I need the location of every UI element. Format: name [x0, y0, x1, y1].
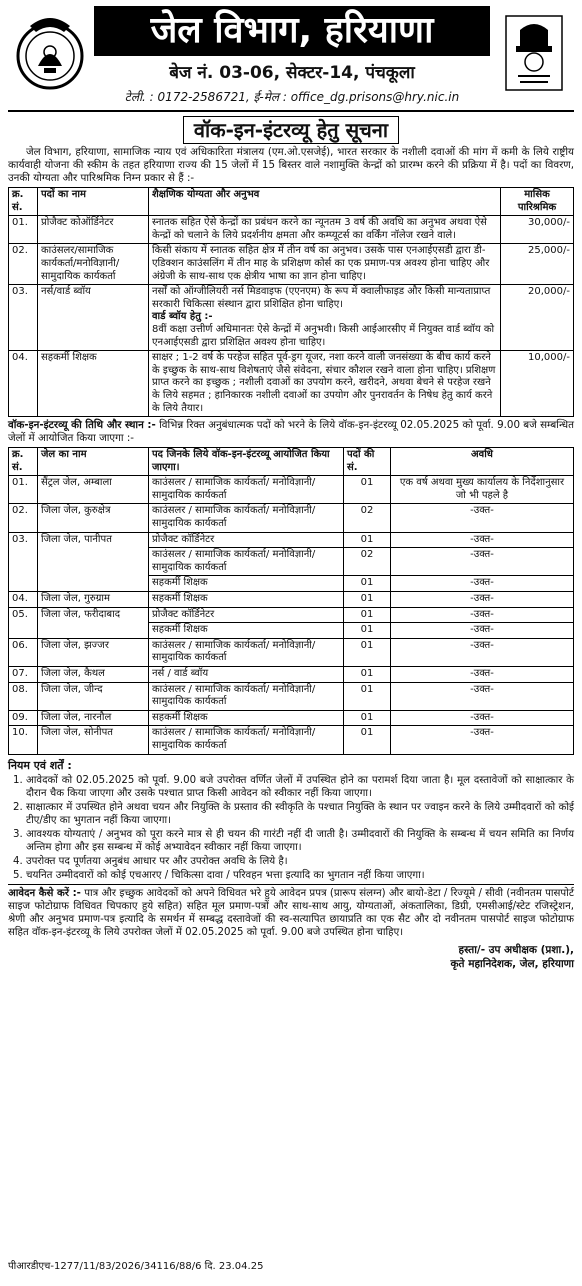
row-serial: 01.	[9, 476, 38, 504]
table-row	[9, 667, 574, 683]
row-jail: सैंट्रल जेल, अम्बाला	[38, 476, 149, 504]
row-period: -उक्त-	[391, 504, 574, 532]
haryana-emblem-icon	[14, 12, 86, 94]
department-address: बेज नं. 03-06, सेक्टर-14, पंचकूला	[169, 63, 415, 83]
signature-line-1: हस्ता/- उप अधीक्षक (प्रशा.),	[458, 943, 574, 956]
row-posts: सहकर्मी शिक्षक	[149, 710, 344, 726]
row-period: -उक्त-	[391, 592, 574, 608]
row-posts: काउंसलर / सामाजिक कार्यकर्ता/ मनोविज्ञानी/सामुदायिक कार्यकर्ता	[149, 548, 344, 576]
col-jail-name: जेल का नाम	[38, 448, 149, 476]
how-to-apply-label: आवेदन कैसे करें :-	[8, 887, 81, 899]
row-period: -उक्त-	[391, 576, 574, 592]
signature-line-2: कृते महानिदेशक, जेल, हरियाणा	[450, 957, 574, 970]
row-serial: 07.	[9, 667, 38, 683]
row-count: 01	[344, 607, 391, 623]
posts-table-header	[9, 188, 574, 216]
row-count: 02	[344, 548, 391, 576]
row-pay: 20,000/-	[501, 285, 574, 351]
row-serial: 05.	[9, 607, 38, 638]
department-contact: टेली. : 0172-2586721, ई-मेल : office_dg.prisons@hry.nic.in	[124, 90, 460, 104]
how-to-apply-text: पात्र और इच्छुक आवेदकों को अपने विधिवत भरे हुये आवेदन प्रपत्र (प्रारूप संलग्न) और बायो-डेटा / रिज्यूमे / सीवी (नवीनतम पासपोर्ट साइज फोटोग्राफ विधिवत चिपकाए हुये सहित) सहित मूल प्रमाण-पत्रों और साथ-साथ आयु, योग्यताओं, अंकतालिका, डिग्री, एमसीआई/स्टेट रजिस्ट्रेशन, श्रेणी और अनुभव प्रमाण-पत्र इत्यादि के समर्थन में सम्बद्ध दस्तावेजों की स्व-सत्यापित छायाप्रति का एक सैट और दो नवीनतम पासपोर्ट साइज फोटोग्राफ सहित वॉक-इन-इंटरव्यू के लिये उपरोक्त जेलों में 02.05.2025 को पूर्वा. 9.00 बजे उपस्थित होना चाहिए।	[8, 887, 574, 938]
row-period: -उक्त-	[391, 682, 574, 710]
row-count: 01	[344, 532, 391, 548]
row-serial: 06.	[9, 638, 38, 666]
row-period: -उक्त-	[391, 667, 574, 683]
row-posts: काउंसलर / सामाजिक कार्यकर्ता/ मनोविज्ञानी/सामुदायिक कार्यकर्ता	[149, 504, 344, 532]
row-period: -उक्त-	[391, 638, 574, 666]
row-serial: 09.	[9, 710, 38, 726]
row-posts: काउंसलर / सामाजिक कार्यकर्ता/ मनोविज्ञानी/सामुदायिक कार्यकर्ता	[149, 682, 344, 710]
term-item: 4. उपरोक्त पद पूर्णतया अनुबंध आधार पर और उपरोक्त अवधि के लिये है।	[26, 855, 574, 868]
table-row	[9, 592, 574, 608]
row-count: 01	[344, 710, 391, 726]
terms-heading: नियम एवं शर्तें :	[8, 758, 72, 772]
intro-paragraph: जेल विभाग, हरियाणा, सामाजिक न्याय एवं अधिकारिता मंत्रालय (एम.ओ.एसजेई), भारत सरकार के नशीली दवाओं की मांग में कमी के लिये राष्ट्रीय कार्यवाही योजना की स्कीम के तहत हरियाणा राज्य की 15 जेलों में 15 बिस्तर वाले नशामुक्ति केन्द्रों को प्रारम्भ करने की प्रक्रिया में है। पदों का विवरण, उनकी योग्यता और पारिश्रमिक निम्न प्रकार से हैं :-	[8, 146, 574, 184]
row-serial: 02.	[9, 504, 38, 532]
how-to-apply	[8, 884, 574, 939]
row-period: -उक्त-	[391, 710, 574, 726]
row-post: नर्स/वार्ड ब्वॉय	[38, 285, 149, 351]
row-jail: जिला जेल, पानीपत	[38, 532, 149, 591]
row-jail: जिला जेल, झज्जर	[38, 638, 149, 666]
col-period: अवधि	[391, 448, 574, 476]
row-count: 01	[344, 638, 391, 666]
row-jail: जिला जेल, नारनौल	[38, 710, 149, 726]
qualification-nurse: नर्सों को ऑग्जीलियरी नर्स मिडवाइफ (एएनएम) के रूप में क्वालीफाइड और किसी मान्यताप्राप्त सरकारी चिकित्सा संस्थान द्वारा प्रशिक्षित होना चाहिए।	[152, 286, 491, 310]
col-serial: क्र. सं.	[9, 188, 38, 216]
col-pay: मासिक पारिश्रमिक	[501, 188, 574, 216]
row-serial: 10.	[9, 726, 38, 754]
row-post: काउंसलर/सामाजिक कार्यकर्ता/मनोविज्ञानी/सामुदायिक कार्यकर्ता	[38, 244, 149, 285]
row-posts: सहकर्मी शिक्षक	[149, 576, 344, 592]
row-qualification	[149, 285, 501, 351]
row-serial: 03.	[9, 532, 38, 591]
table-row	[9, 476, 574, 504]
jails-table	[8, 447, 574, 754]
row-period: एक वर्ष अथवा मुख्य कार्यालय के निर्देशानुसार जो भी पहले है	[391, 476, 574, 504]
row-count: 01	[344, 576, 391, 592]
col-posts: पद जिनके लिये वॉक-इन-इंटरव्यू आयोजित किया जाएगा।	[149, 448, 344, 476]
col-qualification: शैक्षणिक योग्यता और अनुभव	[149, 188, 501, 216]
col-serial: क्र. सं.	[9, 448, 38, 476]
col-post-name: पदों का नाम	[38, 188, 149, 216]
table-row	[9, 244, 574, 285]
row-posts: काउंसलर / सामाजिक कार्यकर्ता/ मनोविज्ञानी/सामुदायिक कार्यकर्ता	[149, 638, 344, 666]
col-count: पदों की सं.	[344, 448, 391, 476]
row-posts: प्रोजैक्ट कॉर्डिनेटर	[149, 607, 344, 623]
notice-page	[8, 6, 574, 1272]
table-row	[9, 285, 574, 351]
row-qualification: स्नातक सहित ऐसे केन्द्रों का प्रबंधन करने का न्यूनतम 3 वर्ष की अवधि का अनुभव अथवा ऐसे केन्द्रों को चलाने के लिये प्रदर्शनीय क्षमता और कम्प्यूटर्स का वर्किंग नॉलेज रखने वाले।	[149, 216, 501, 244]
jails-table-header	[9, 448, 574, 476]
row-jail: जिला जेल, गुरुग्राम	[38, 592, 149, 608]
row-serial: 01.	[9, 216, 38, 244]
row-period: -उक्त-	[391, 548, 574, 576]
row-pay: 25,000/-	[501, 244, 574, 285]
row-count: 01	[344, 476, 391, 504]
term-item: 5. चयनित उम्मीदवारों को कोई एचआरए / चिकित्सा दावा / परिवहन भत्ता इत्यादि का भुगतान नहीं किया जाएगा।	[26, 869, 574, 882]
term-item: 2. साक्षात्कार में उपस्थित होने अथवा चयन और नियुक्ति के प्रस्ताव की स्वीकृति के पश्चात नियुक्ति के स्थान पर ज्वाइन करने के लिये उम्मीदवारों को कोई टीए/डीए का भुगतान नहीं किया जाएगा।	[26, 801, 574, 827]
jails-table-body	[9, 476, 574, 754]
national-emblem-icon	[498, 12, 570, 94]
row-jail: जिला जेल, सोनीपत	[38, 726, 149, 754]
row-jail: जिला जेल, फरीदाबाद	[38, 607, 149, 638]
row-count: 01	[344, 592, 391, 608]
table-row	[9, 504, 574, 532]
row-count: 02	[344, 504, 391, 532]
row-posts: प्रोजैक्ट कॉर्डिनेटर	[149, 532, 344, 548]
terms-list	[8, 774, 574, 882]
row-serial: 04.	[9, 351, 38, 417]
row-serial: 04.	[9, 592, 38, 608]
row-period: -उक्त-	[391, 623, 574, 639]
table-row	[9, 607, 574, 623]
row-period: -उक्त-	[391, 532, 574, 548]
row-posts: सहकर्मी शिक्षक	[149, 592, 344, 608]
row-serial: 02.	[9, 244, 38, 285]
table-row	[9, 638, 574, 666]
row-qualification: साक्षर ; 1-2 वर्ष के परहेज सहित पूर्व-ड्रग यूजर, नशा करने वाली जनसंख्या के बीच कार्य करने के इच्छुक के साथ-साथ विशेषताएं जैसे संवेदना, संचार कौशल रखने वाला होना चाहिए। प्रशिक्षण प्राप्त करने का इच्छुक ; नशीली दवाओं का उपयोग करने, खरीदने, अथवा बेचने से परहेज रखने के लिये सहमत ; हानिकारक नशीली दवाओं का उपयोग और पुनरावर्तन के निषेध हेतु कार्य करने के लिये तैयार।	[149, 351, 501, 417]
row-posts: सहकर्मी शिक्षक	[149, 623, 344, 639]
table-row	[9, 216, 574, 244]
table-row	[9, 351, 574, 417]
row-posts: नर्स / वार्ड ब्वॉय	[149, 667, 344, 683]
qualification-ward-boy: 8वीं कक्षा उत्तीर्ण अधिमानतः ऐसे केन्द्रों में अनुभवी। किसी आईआरसीए में नियुक्त वार्ड ब्वॉय को एनआईएसडी द्वारा प्रशिक्षित अवश्य होना चाहिए।	[152, 323, 495, 348]
row-count: 01	[344, 726, 391, 754]
row-count: 01	[344, 667, 391, 683]
department-title: जेल विभाग, हरियाणा	[94, 6, 490, 56]
table-row	[9, 710, 574, 726]
row-post: प्रोजैक्ट कोऑर्डिनेटर	[38, 216, 149, 244]
schedule-text: विभिन्न रिक्त अनुबंधात्मक पदों को भरने के लिये वॉक-इन-इंटरव्यू 02.05.2025 को पूर्वा. 9.00 बजे सम्बन्धित जेलों में आयोजित किया जाएगा :-	[8, 419, 575, 445]
notice-title: वॉक-इन-इंटरव्यू हेतु सूचना	[183, 116, 399, 144]
qualification-ward-boy-heading: वार्ड ब्वॉय हेतु :-	[152, 311, 213, 323]
schedule-paragraph	[8, 419, 574, 445]
row-count: 01	[344, 623, 391, 639]
row-post: सहकर्मी शिक्षक	[38, 351, 149, 417]
letterhead	[8, 6, 574, 110]
notice-heading	[8, 116, 574, 144]
row-posts: काउंसलर / सामाजिक कार्यकर्ता/ मनोविज्ञानी/सामुदायिक कार्यकर्ता	[149, 726, 344, 754]
table-row	[9, 532, 574, 548]
row-period: -उक्त-	[391, 607, 574, 623]
row-jail: जिला जेल, कुरुक्षेत्र	[38, 504, 149, 532]
row-qualification: किसी संकाय में स्नातक सहित क्षेत्र में तीन वर्ष का अनुभव। उसके पास एनआईएसडी द्वारा डी-एडिक्शन काउंसलिंग में तीन माह के प्रशिक्षण कोर्स का एक प्रमाण-पत्र अवश्य होना चाहिए और अंग्रेजी के साथ-साथ एक क्षेत्रीय भाषा का ज्ञान होना चाहिए।	[149, 244, 501, 285]
table-row	[9, 726, 574, 754]
schedule-label: वॉक-इन-इंटरव्यू की तिथि और स्थान :-	[8, 419, 156, 432]
row-serial: 08.	[9, 682, 38, 710]
term-item: 3. आवश्यक योग्यताएं / अनुभव को पूरा करने मात्र से ही चयन की गारंटी नहीं दी जाती है। उम्मीदवारों की नियुक्ति के सम्बन्ध में चयन समिति का निर्णय अन्तिम होगा और इस सम्बन्ध में कोई अभ्यावेदन स्वीकार नहीं किया जाएगा।	[26, 828, 574, 854]
row-pay: 30,000/-	[501, 216, 574, 244]
table-row	[9, 682, 574, 710]
row-pay: 10,000/-	[501, 351, 574, 417]
row-period: -उक्त-	[391, 726, 574, 754]
row-jail: जिला जेल, जीन्द	[38, 682, 149, 710]
signature-block	[8, 943, 574, 971]
row-serial: 03.	[9, 285, 38, 351]
term-item: 1. आवेदकों को 02.05.2025 को पूर्वा. 9.00 बजे उपरोक्त वर्णित जेलों में उपस्थित होने का परामर्श दिया जाता है। मूल दस्तावेजों को साक्षात्कार के दौरान चैक किया जाएगा और उसके पश्चात प्राप्त किसी आवेदन को स्वीकार नहीं किया जाएगा।	[26, 774, 574, 800]
row-count: 01	[344, 682, 391, 710]
row-jail: जिला जेल, कैथल	[38, 667, 149, 683]
row-posts: काउंसलर / सामाजिक कार्यकर्ता/ मनोविज्ञानी/सामुदायिक कार्यकर्ता	[149, 476, 344, 504]
posts-table	[8, 187, 574, 417]
header-divider	[8, 110, 574, 112]
reference-number: पीआरडीएच-1277/11/83/2026/34116/88/6 दि. 23.04.25	[8, 1261, 264, 1272]
